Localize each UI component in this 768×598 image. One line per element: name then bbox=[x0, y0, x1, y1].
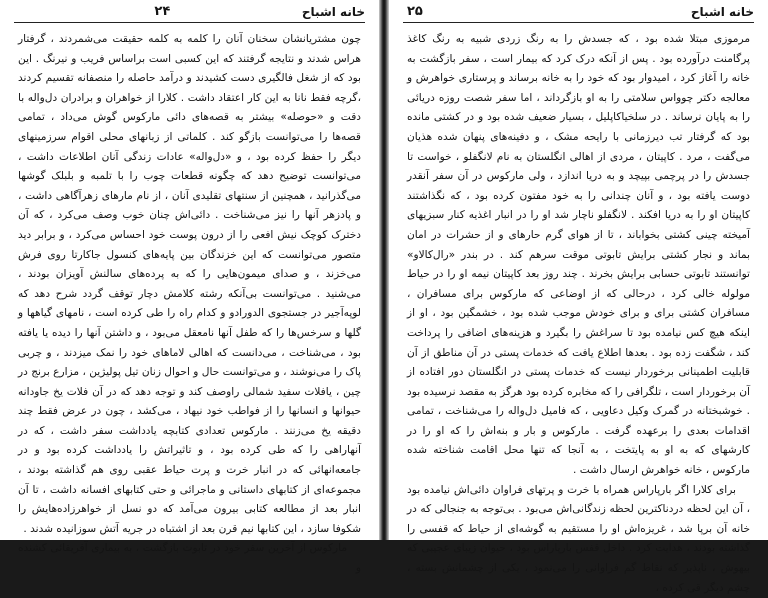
paragraph: مارکوس از آخرین سفر خود در تابوت بازگشت ، به بیماری آفریقائی کشنده و bbox=[18, 542, 361, 575]
running-title: خانه اشباح bbox=[690, 5, 754, 19]
right-page bbox=[389, 0, 768, 594]
page-header bbox=[14, 4, 365, 23]
paragraph: مرموزی مبتلا شده بود ، که جسدش را به رنگ زردی شبیه به رنگ کاغذ پرگامنت درآورده بود . پس از آنکه درک کرد که بیمار است ، سفر بازگشت به خانه را آغاز کرد ، امیدوار بود که خود را به خانه برساند و پرستاری خواهرش و معالجه دکتر چوواس سلامتی را به او بازگرداند ، اما سفر شصت روزه دریائی را به پایان نرساند . در سلخیاکاپلیل ، بسیار ضعیف شده بود و در کشتی مانده بود که گرفتار تب دیرزمانی با رایحه مشک ، و دفینه‌های پنهان شده هذیان می‌گفت ، مرد . کاپیتان ، مردی از اهالی انگلستان به نام لانگفلو ، خواست تا جسدش را در پرچمی بپیچد و به دریا اندازد ، ولی مارکوس در آن سفر آنقدر دوست یافته بود ، و آنان چندانی را به خود مفتون کرده بود ، که نگذاشتند کاپیتان او را به دریا افکند . لانگفلو ناچار شد او را در انبار اغذیه کنار سبزیهای آمیخته چینی کشتی بخواباند ، تا از هوای گرم حارهای و از حشرات در امان بماند و نجار کشتی برایش تابوتی موقت سرهم کند . در بندر «رال‌کالاو» توانستند تابوتی حسابی برایش بخرند . چند روز بعد کاپیتان نیمه او را در حیاط مولوله خالی کرد ، درحالی که از اوضاعی که مارکوس برای مسافران ، مسافران کشتی برای و برای خودش موجب شده بود ، خشمگین بود ، او از اینکه هیچ کس نیامده بود تا سراغش را بگیرد و هزینه‌های اضافی را پرداخت کند ، شگفت زده بود . بعدها اطلاع یافت که خدمات پستی در آن مناطق از آن قابلیت اطمینانی برخوردار نیست که خدمات پستی در انگلستان دور افتاده از آن برخوردار است ، تلگرافی را که مخابره کرده بود هرگز به مقصد نرسیده بود . خوشبختانه در گمرک وکیل دعاویی ، که فامیل دل‌واله را می‌شناخت ، تمامی اقدامات بعدی را برعهده گرفت . مارکوس و بار و بنه‌اش را که او را در کارشهای که به او به پایتخت ، به آنجا که تنها محل اقامت شناخته شده مارکوس ، خانه خواهرش ارسال داشت . bbox=[407, 33, 750, 477]
page-body bbox=[18, 30, 361, 575]
paragraph: برای کلارا اگر بارپاراس همراه با خرت و پرتهای فراوان دائی‌اش نیامده بود ، آن این لحظه دردناکترین لحظه زندگانی‌اش می‌بود . بی‌توجه به جنجالی که در خانه آن برپا شد ، غریزه‌اش او را مستقیم به گوشه‌ای از حیاط که قفسی را گذاشته بودند ، هدایت کرد . داخل قفس بارپاراس بود ، حیوان زیبای عجیبی که بیهوش ، ناپذیر که نقاط گم فراوانی را می‌نمود ، یکی از چشمانش بسته ، چشم دیگر قی کرده ، bbox=[407, 483, 750, 594]
page-header bbox=[403, 4, 754, 23]
running-title: خانه اشباح bbox=[301, 5, 365, 19]
book-gutter bbox=[379, 0, 389, 540]
paragraph: چون مشتریانشان سخنان آنان را کلمه به کلمه حقیقت می‌شمردند ، گرفتار هراس شدند و نتایجه گرفتند که این کسبی است براساس فریب و نیرنگ . این بود که از شغل فالگیری دست کشیدند و درآمد حاصله را منصفانه تقسیم کردند ،گرچه فقط نانا به این کار اعتقاد داشت . کلارا از خواهران و برادران دل‌واله با دقت و «حوصله» بیشتر به قصه‌های دائی مارکوس گوش می‌داد ، تمامی قصه‌ها را می‌توانست بازگو کند . کلماتی از زبانهای محلی اقوام سرزمینهای دیگر را حفظ کرده بود ، و «دل‌واله» عادات زندگی آنان اطلاعات داشت ، می‌توانست توضیح دهد که چگونه قطعات چوب را با تلمبه و بلبلک گوشها می‌گذرانید ، همچنین از سنتهای تقلیدی آنان ، از نام مارهای زهرآگاهی داشت ، و پادزهر آنها را نیز می‌شناخت . دائی‌اش چنان خوب وصف می‌کرد ، که آن دخترک کوچک نیش افعی را از درون پوست خود احساس می‌کرد ، و برابر دید متصور می‌توانست که این خزندگان بین پایه‌های کنسول جاکارتا روی فرش می‌خزند ، و صدای میمون‌هایی را که به پرده‌های سالنش آویزان بودند ، می‌شنید . می‌توانست بی‌آنکه رشته کلامش دچار توقف گردد شرح دهد که لوپه‌آجیر در جستجوی الدورادو و کدام راه را طی کرده است ، نامهای گیاهها و گلها و سرخس‌ها را که طفل آنها نامعقل می‌بود ، و داشتن آنها را دیده یا یافته بود ، می‌شناخت ، می‌دانست که اهالی لاماهای خود را نمک میزدند ، و چربی پاک را می‌نوشند ، و می‌توانست حال و احوال زنان تیل پولیژین ، مزارع برنج در چین ، یافلات سفید شمالی راوصف کند و توجه دهد که در آن فلات یخ جاودانه حیوانها و انسانها را از فواطب خود نیهاد ، می‌کشد ، چون در عرض فقط چند دقیقه یخ می‌زنند . مارکوس تعدادی کتابچه یادداشت سفر داشت ، که در آنهاراهی را که طی کرده بود ، و تاثیراتش را یادداشت کرده بود و در جامعه‌انهائی که در انبار خرت و پرت حیاط عقبی روی هم گذاشته بودند ، مجموعه‌ای از کتابهای داستانی و ماجرائی و حتی کتابهای افسانه داشت ، تا آن انبار بعد از مطالعه کتابی بیرون می‌آمد که دو نسل از خواهرزاده‌هایش را شکوفا سازد ، این کتابها نیم قرن بعد از اشتباه در جریه آتش سوزانیده شدند . bbox=[18, 33, 361, 535]
page-number: ۲۵ bbox=[407, 4, 423, 19]
page-body bbox=[407, 30, 750, 594]
left-page bbox=[0, 0, 379, 575]
page-number: ۲۴ bbox=[154, 4, 171, 19]
